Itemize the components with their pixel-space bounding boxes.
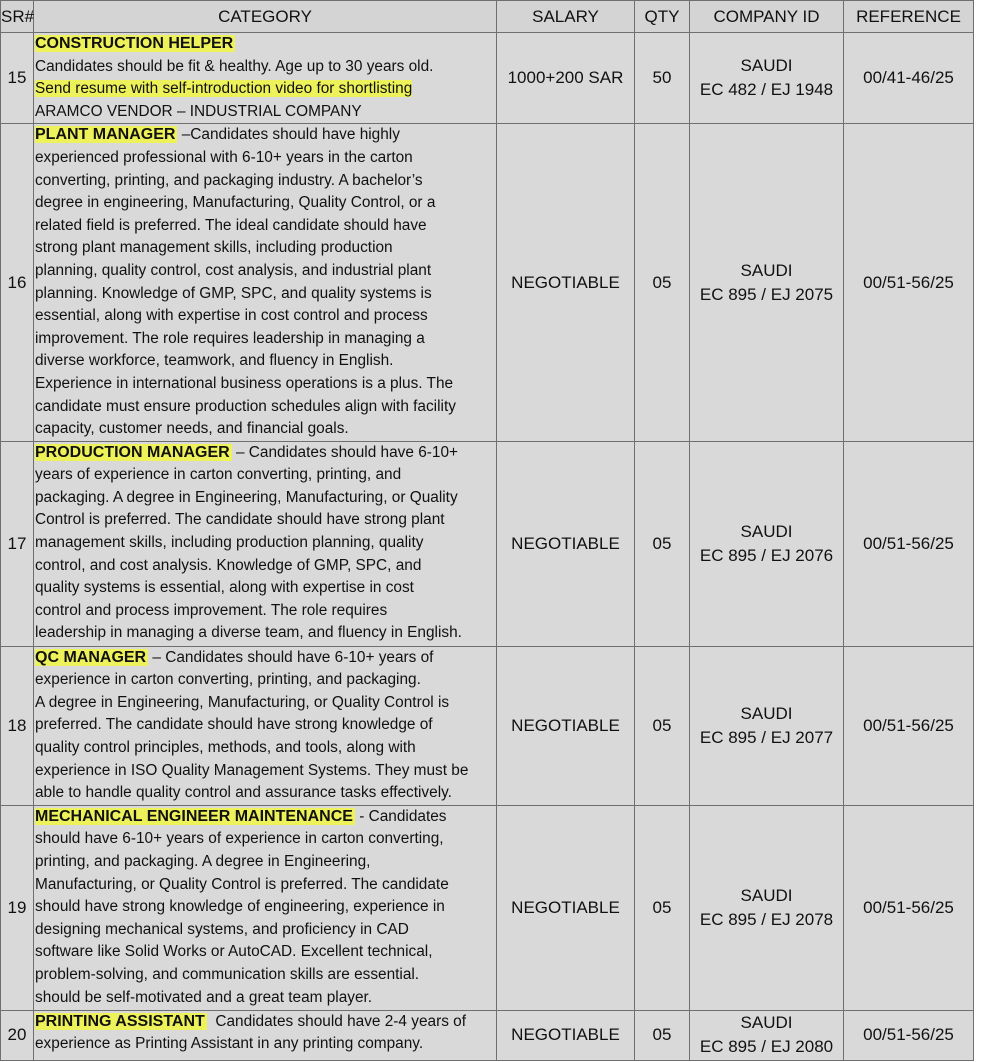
company-id-cell bbox=[690, 33, 844, 124]
company-id-cell bbox=[690, 1010, 844, 1060]
qty-cell: 05 bbox=[635, 124, 690, 441]
company-country: SAUDI bbox=[740, 56, 793, 76]
job-desc-line: planning, quality control, cost analysis, and industrial plant bbox=[35, 261, 432, 279]
job-title: PRODUCTION MANAGER bbox=[35, 443, 230, 461]
category-cell bbox=[34, 124, 497, 441]
reference-cell: 00/51-56/25 bbox=[844, 441, 974, 646]
job-title: PRINTING ASSISTANT bbox=[35, 1012, 205, 1030]
job-desc-line: quality systems is essential, along with expertise in cost bbox=[35, 579, 414, 597]
qty-cell: 05 bbox=[635, 646, 690, 805]
company-id-cell bbox=[690, 805, 844, 1010]
category-cell bbox=[34, 441, 497, 646]
table-row bbox=[1, 124, 974, 441]
job-desc-line: packaging. A degree in Engineering, Manufacturing, or Quality bbox=[35, 488, 458, 506]
category-title-line bbox=[35, 124, 495, 147]
company-country: SAUDI bbox=[740, 703, 793, 723]
job-desc-line: Manufacturing, or Quality Control is preferred. The candidate bbox=[35, 875, 449, 893]
job-desc-first: – Candidates should have 6-10+ years of bbox=[148, 648, 434, 666]
company-id-cell bbox=[690, 441, 844, 646]
table-row bbox=[1, 805, 974, 1010]
job-desc-line: leadership in managing a diverse team, and fluency in English. bbox=[35, 624, 462, 642]
company-code: EC 895 / EJ 2080 bbox=[699, 1037, 834, 1057]
job-desc-line: years of experience in carton converting, printing, and bbox=[35, 466, 402, 484]
job-desc-line: should have 6-10+ years of experience in carton converting, bbox=[35, 830, 444, 848]
job-desc-line: planning. Knowledge of GMP, SPC, and quality systems is bbox=[35, 284, 432, 302]
job-desc-line: software like Solid Works or AutoCAD. Excellent technical, bbox=[35, 943, 433, 961]
company-id-cell bbox=[690, 124, 844, 441]
job-title: QC MANAGER bbox=[35, 648, 147, 666]
company-id-cell bbox=[690, 646, 844, 805]
qty-cell: 50 bbox=[635, 33, 690, 124]
category-cell bbox=[34, 33, 497, 124]
header-row bbox=[1, 1, 974, 33]
salary-cell: 1000+200 SAR bbox=[497, 33, 635, 124]
job-desc-first: –Candidates should have highly bbox=[177, 126, 400, 144]
category-cell bbox=[34, 805, 497, 1010]
qty-cell: 05 bbox=[635, 805, 690, 1010]
sr-cell: 16 bbox=[1, 124, 34, 441]
category-cell bbox=[34, 646, 497, 805]
category-title-line bbox=[35, 1011, 495, 1034]
job-desc-line: designing mechanical systems, and proficiency in CAD bbox=[35, 920, 409, 938]
company-code: EC 895 / EJ 2078 bbox=[699, 909, 834, 929]
sr-cell: 15 bbox=[1, 33, 34, 124]
job-desc-line: A degree in Engineering, Manufacturing, or Quality Control is bbox=[35, 693, 450, 711]
job-desc-line: control and process improvement. The role requires bbox=[35, 601, 388, 619]
header-reference: REFERENCE bbox=[844, 1, 974, 33]
job-desc-line: preferred. The candidate should have strong knowledge of bbox=[35, 716, 433, 734]
header-sr: SR# bbox=[1, 1, 34, 33]
job-desc-line: experience in carton converting, printing, and packaging. bbox=[35, 671, 421, 689]
table-row bbox=[1, 441, 974, 646]
category-title-line bbox=[35, 33, 495, 56]
job-desc-line: Candidates should be fit & healthy. Age up to 30 years old. bbox=[35, 57, 434, 75]
qty-cell: 05 bbox=[635, 441, 690, 646]
job-desc-line: Control is preferred. The candidate should have strong plant bbox=[35, 511, 445, 529]
salary-cell: NEGOTIABLE bbox=[497, 1010, 635, 1060]
job-desc-line: candidate must ensure production schedules align with facility bbox=[35, 397, 456, 415]
job-desc-line: capacity, customer needs, and financial goals. bbox=[35, 420, 349, 438]
job-desc-line: experience as Printing Assistant in any printing company. bbox=[35, 1035, 424, 1053]
salary-cell: NEGOTIABLE bbox=[497, 646, 635, 805]
job-desc-line: ARAMCO VENDOR – INDUSTRIAL COMPANY bbox=[35, 102, 362, 120]
job-desc-line: related field is preferred. The ideal candidate should have bbox=[35, 216, 427, 234]
company-country: SAUDI bbox=[740, 1013, 793, 1033]
category-title-line bbox=[35, 647, 495, 670]
job-desc-line: converting, printing, and packaging industry. A bachelor’s bbox=[35, 171, 423, 189]
job-title: CONSTRUCTION HELPER bbox=[35, 35, 234, 52]
job-desc-line: problem-solving, and communication skills are essential. bbox=[35, 966, 420, 983]
reference-cell: 00/51-56/25 bbox=[844, 1010, 974, 1060]
job-desc-line: experienced professional with 6-10+ years in the carton bbox=[35, 148, 413, 166]
job-desc-line: able to handle quality control and assurance tasks effectively. bbox=[35, 784, 452, 802]
job-desc-first: Candidates should have 2-4 years of bbox=[206, 1012, 467, 1030]
qty-cell: 05 bbox=[635, 1010, 690, 1060]
sr-cell: 17 bbox=[1, 441, 34, 646]
reference-cell: 00/41-46/25 bbox=[844, 33, 974, 124]
reference-cell: 00/51-56/25 bbox=[844, 805, 974, 1010]
company-code: EC 895 / EJ 2077 bbox=[699, 727, 834, 747]
sr-cell: 19 bbox=[1, 805, 34, 1010]
job-desc-line: quality control principles, methods, and tools, along with bbox=[35, 739, 416, 757]
category-title-line bbox=[35, 442, 495, 465]
category-cell bbox=[34, 1010, 497, 1060]
salary-cell: NEGOTIABLE bbox=[497, 805, 635, 1010]
job-desc-line: should be self-motivated and a great team player. bbox=[35, 988, 373, 1006]
header-company-id: COMPANY ID bbox=[690, 1, 844, 33]
company-code: EC 482 / EJ 1948 bbox=[699, 80, 834, 100]
job-desc-line: experience in ISO Quality Management Systems. They must be bbox=[35, 761, 469, 779]
company-country: SAUDI bbox=[740, 260, 793, 280]
company-country: SAUDI bbox=[740, 885, 793, 905]
job-desc-line: strong plant management skills, including production bbox=[35, 239, 393, 257]
category-title-line bbox=[35, 806, 495, 829]
job-desc-line: essential, along with expertise in cost control and process bbox=[35, 307, 428, 325]
job-desc-line: should have strong knowledge of engineering, experience in bbox=[35, 898, 445, 916]
table-row bbox=[1, 1010, 974, 1060]
header-salary: SALARY bbox=[497, 1, 635, 33]
table-row bbox=[1, 33, 974, 124]
job-desc-first: – Candidates should have 6-10+ bbox=[231, 443, 458, 461]
header-category: CATEGORY bbox=[34, 1, 497, 33]
table-row bbox=[1, 646, 974, 805]
job-desc-line: degree in engineering, Manufacturing, Quality Control, or a bbox=[35, 194, 436, 212]
header-qty: QTY bbox=[635, 1, 690, 33]
job-title: PLANT MANAGER bbox=[35, 126, 176, 144]
reference-cell: 00/51-56/25 bbox=[844, 124, 974, 441]
reference-cell: 00/51-56/25 bbox=[844, 646, 974, 805]
company-country: SAUDI bbox=[740, 521, 793, 541]
salary-cell: NEGOTIABLE bbox=[497, 441, 635, 646]
job-desc-line: printing, and packaging. A degree in Engineering, bbox=[35, 853, 371, 871]
job-desc-line-highlighted: Send resume with self-introduction video for shortlisting bbox=[35, 80, 413, 98]
job-desc-line: diverse workforce, teamwork, and fluency in English. bbox=[35, 352, 394, 370]
salary-cell: NEGOTIABLE bbox=[497, 124, 635, 441]
sr-cell: 20 bbox=[1, 1010, 34, 1060]
job-desc-first: - Candidates bbox=[354, 807, 447, 825]
sr-cell: 18 bbox=[1, 646, 34, 805]
company-code: EC 895 / EJ 2076 bbox=[699, 545, 834, 565]
company-code: EC 895 / EJ 2075 bbox=[699, 284, 834, 304]
job-title: MECHANICAL ENGINEER MAINTENANCE bbox=[35, 807, 353, 825]
job-desc-line: control, and cost analysis. Knowledge of GMP, SPC, and bbox=[35, 556, 422, 574]
job-desc-line: management skills, including production planning, quality bbox=[35, 534, 424, 552]
job-desc-line: Experience in international business operations is a plus. The bbox=[35, 374, 454, 392]
job-desc-line: improvement. The role requires leadership in managing a bbox=[35, 329, 425, 347]
